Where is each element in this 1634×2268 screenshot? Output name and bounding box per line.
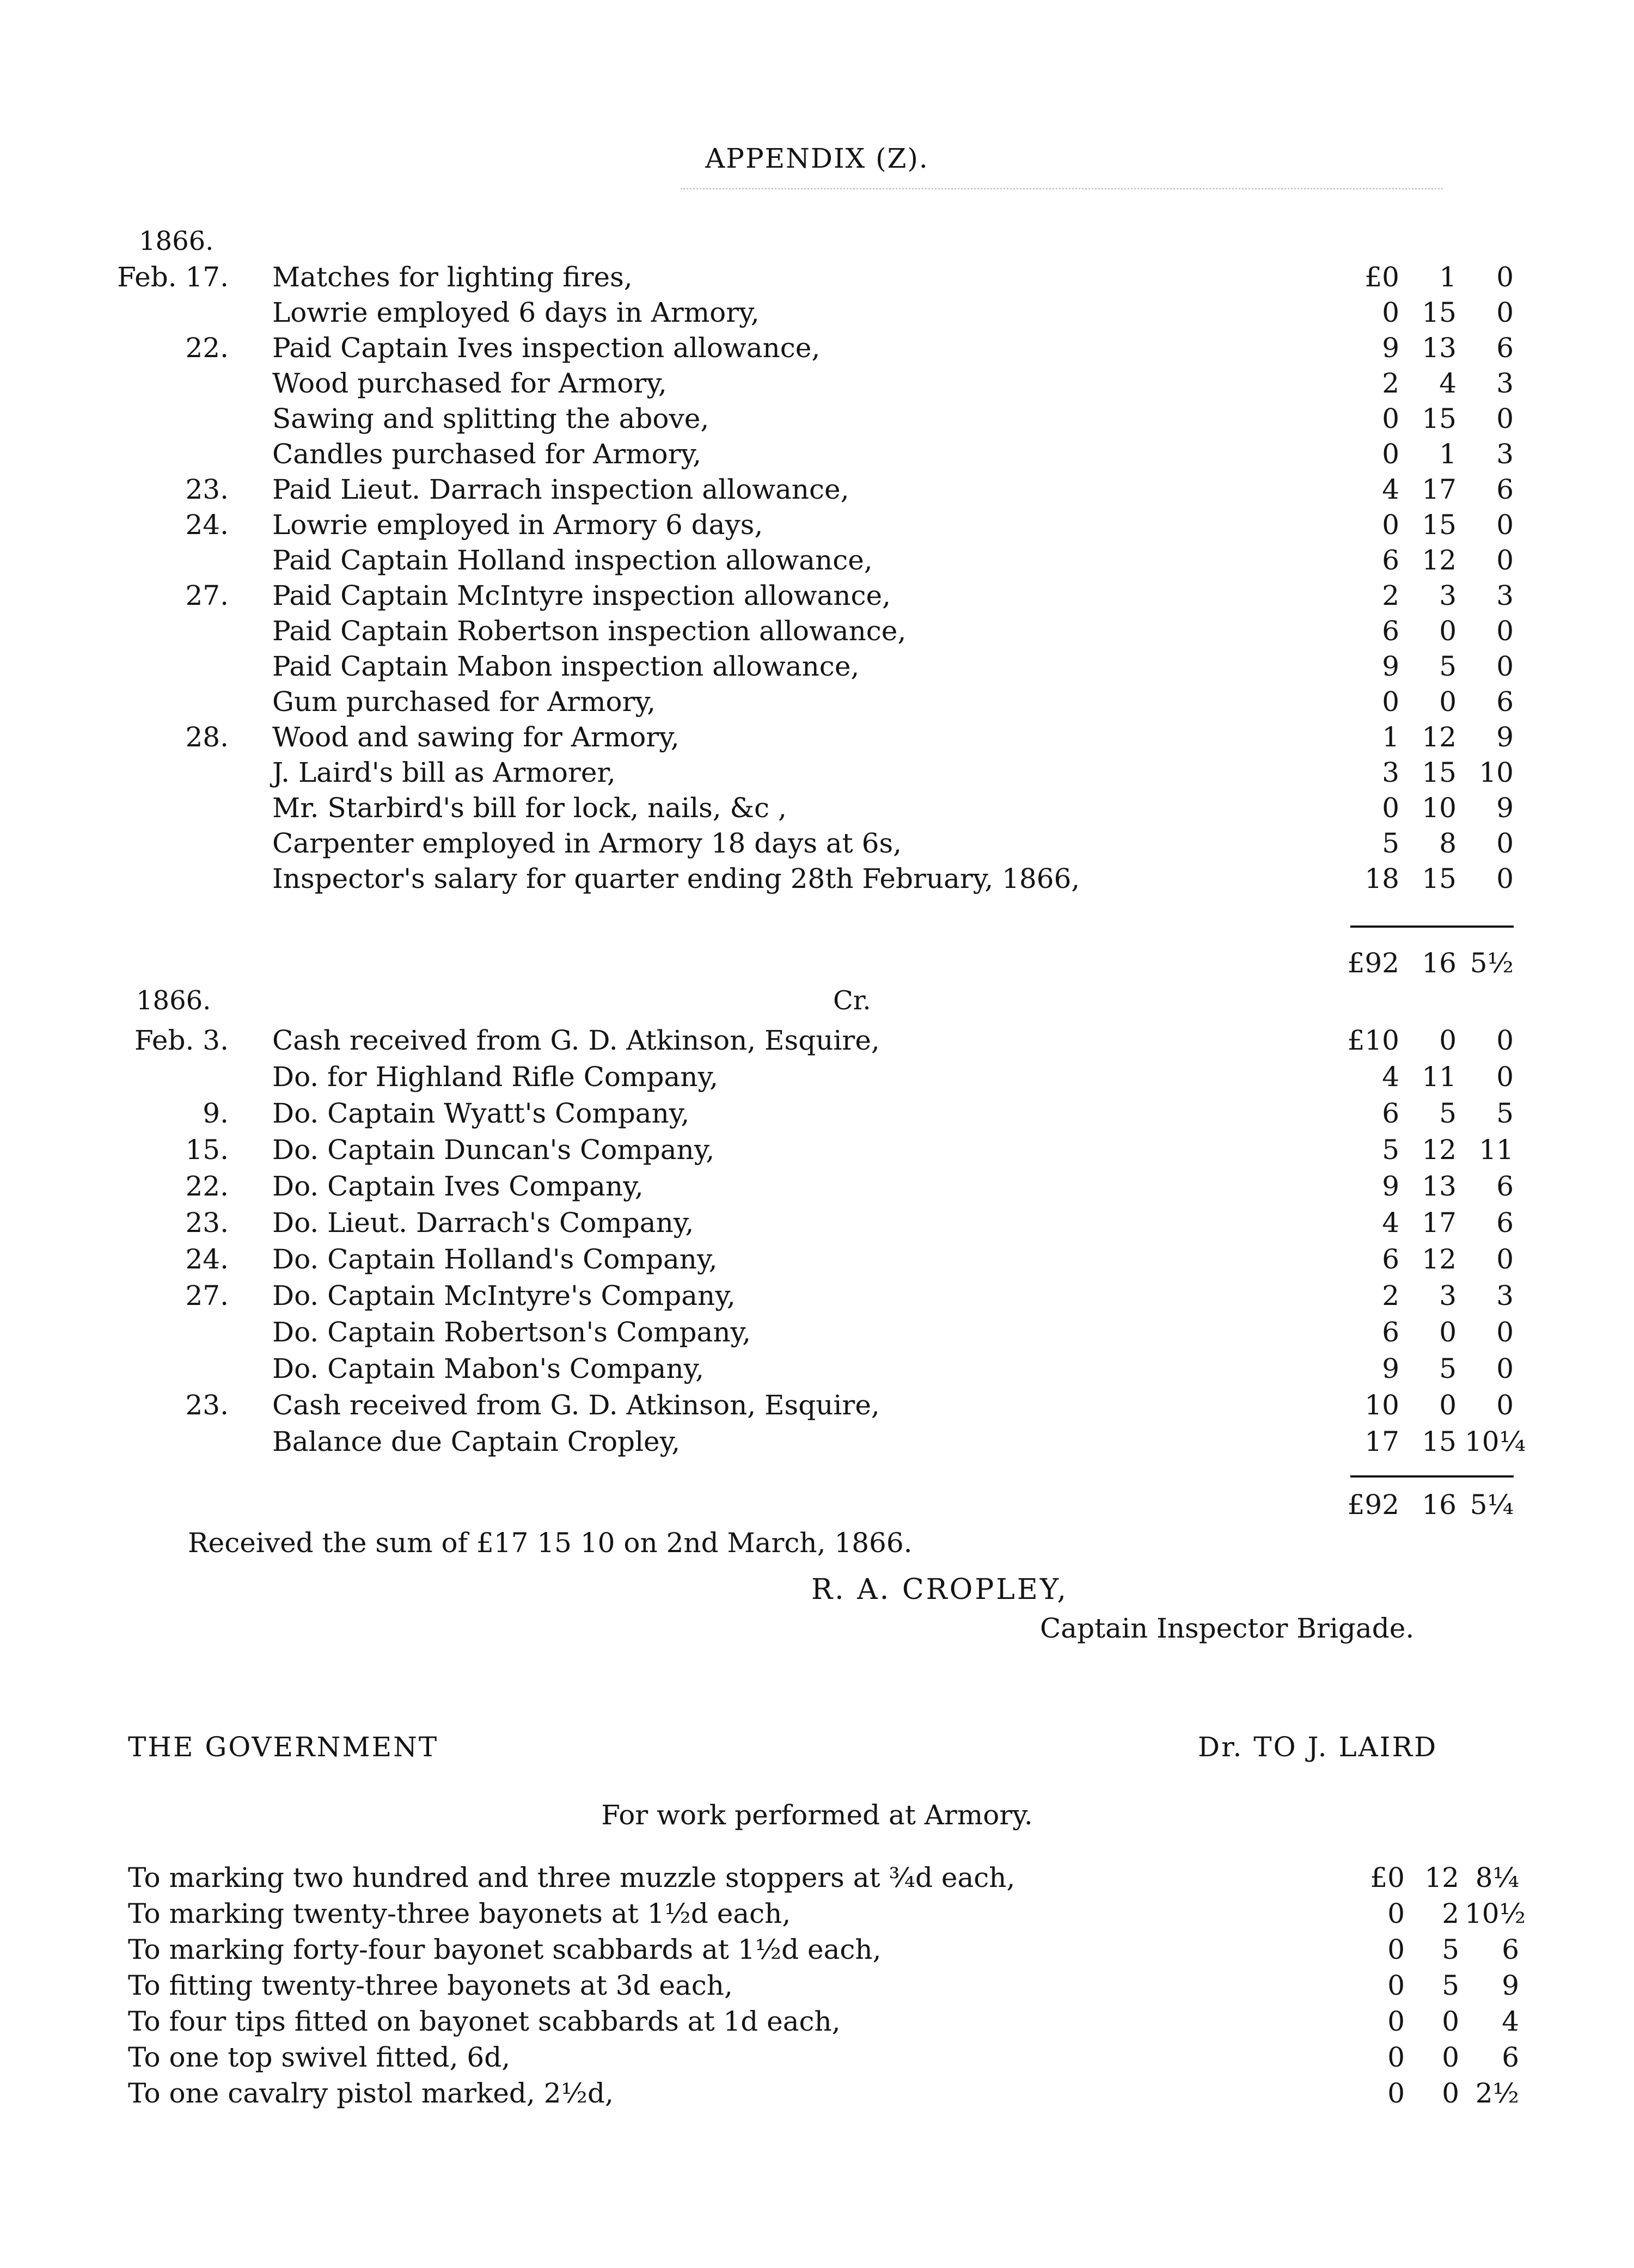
pence-amount: 0 [1496, 544, 1514, 576]
entry-description: Cash received from G. D. Atkinson, Esquire, [272, 1025, 880, 1056]
pounds-amount: 9 [1382, 332, 1399, 364]
pounds-amount: 4 [1382, 474, 1399, 505]
ledger-row [0, 579, 1634, 612]
shillings-amount: 12 [1422, 1243, 1456, 1275]
shillings-amount: 2 [1442, 1898, 1459, 1929]
pounds-amount: 1 [1382, 721, 1399, 753]
pounds-amount: £10 [1347, 1025, 1399, 1056]
pence-amount: 4 [1502, 2006, 1519, 2037]
entry-description: Gum purchased for Armory, [272, 686, 656, 718]
shillings-amount: 1 [1439, 438, 1456, 470]
shillings-amount: 15 [1422, 297, 1456, 328]
receipt-statement: Received the sum of £17 15 10 on 2nd March, 1866. [188, 1527, 913, 1559]
entry-date: Feb. 3. [134, 1025, 229, 1056]
credit-year: 1866. [136, 985, 211, 1016]
pounds-amount: 0 [1387, 1898, 1405, 1929]
pence-amount: 8¼ [1475, 1862, 1519, 1893]
pence-amount: 0 [1496, 615, 1514, 647]
entry-description: Matches for lighting fires, [272, 261, 633, 293]
account-party-right: Dr. TO J. LAIRD [1198, 1731, 1438, 1763]
ledger-row [0, 826, 1634, 860]
shillings-amount: 12 [1424, 1862, 1459, 1893]
pence-amount: 0 [1496, 1025, 1514, 1056]
pounds-amount: 0 [1382, 297, 1399, 328]
shillings-amount: 12 [1422, 721, 1456, 753]
pounds-amount: 9 [1382, 1353, 1399, 1384]
entry-description: To marking two hundred and three muzzle stoppers at ¾d each, [128, 1862, 1015, 1893]
pence-amount: 3 [1496, 367, 1514, 399]
ledger-row [0, 1352, 1634, 1386]
pence-amount: 0 [1496, 651, 1514, 682]
entry-description: Candles purchased for Armory, [272, 438, 702, 470]
shillings-amount: 0 [1442, 2042, 1459, 2073]
pounds-amount: 5 [1382, 827, 1399, 859]
entry-description: Paid Captain Holland inspection allowance, [272, 544, 873, 576]
shillings-amount: 12 [1422, 1134, 1456, 1166]
entry-description: Do. Captain Ives Company, [272, 1170, 644, 1202]
entry-description: Carpenter employed in Armory 18 days at 6s, [272, 827, 902, 859]
pounds-amount: 4 [1382, 1061, 1399, 1093]
account-party-left: THE GOVERNMENT [128, 1731, 439, 1763]
page-title: APPENDIX (Z). [705, 143, 929, 174]
pounds-amount: 2 [1382, 1280, 1399, 1311]
ledger-row [0, 1060, 1634, 1094]
ledger-row [0, 402, 1634, 436]
pounds-amount: 0 [1387, 1934, 1405, 1965]
ledger-row [0, 756, 1634, 789]
ledger-row [0, 508, 1634, 542]
pence-amount: 3 [1496, 438, 1514, 470]
pence-amount: 0 [1496, 509, 1514, 541]
pence-amount: 6 [1496, 1207, 1514, 1239]
shillings-amount: 15 [1422, 757, 1456, 788]
pounds-total: £92 [1347, 947, 1399, 979]
ledger-row [0, 1206, 1634, 1240]
entry-description: Mr. Starbird's bill for lock, nails, &c , [272, 792, 787, 824]
entry-date: 23. [185, 1389, 229, 1421]
pence-amount: 0 [1496, 1389, 1514, 1421]
pounds-amount: 9 [1382, 651, 1399, 682]
ledger-row [0, 331, 1634, 365]
pounds-amount: 6 [1382, 1098, 1399, 1129]
shillings-amount: 12 [1422, 544, 1456, 576]
pounds-total: £92 [1347, 1489, 1399, 1521]
pence-total: 5¼ [1470, 1489, 1514, 1521]
pence-amount: 10¼ [1465, 1426, 1526, 1457]
entry-date: 9. [203, 1098, 229, 1129]
entry-description: To one top swivel fitted, 6d, [128, 2042, 511, 2073]
pounds-amount: 0 [1382, 438, 1399, 470]
title-rule [681, 188, 1443, 189]
entry-description: Paid Captain Ives inspection allowance, [272, 332, 821, 364]
pence-amount: 6 [1496, 686, 1514, 718]
ledger-row [0, 1279, 1634, 1313]
pounds-amount: 0 [1382, 792, 1399, 824]
entry-description: Wood purchased for Armory, [272, 367, 667, 399]
entry-description: Paid Captain Mabon inspection allowance, [272, 651, 860, 682]
ledger-row [0, 1315, 1634, 1349]
ledger-row [0, 1425, 1634, 1458]
entry-description: Do. Captain McIntyre's Company, [272, 1280, 736, 1311]
account-subheading: For work performed at Armory. [601, 1799, 1033, 1831]
pence-amount: 0 [1496, 1061, 1514, 1093]
pence-amount: 0 [1496, 1316, 1514, 1348]
pounds-amount: 9 [1382, 1170, 1399, 1202]
credit-total-rule [1350, 1475, 1514, 1478]
shillings-amount: 0 [1439, 1389, 1456, 1421]
ledger-row [0, 260, 1634, 294]
debit-year: 1866. [139, 226, 214, 256]
pounds-amount: 0 [1387, 1970, 1405, 2001]
entry-description: Lowrie employed in Armory 6 days, [272, 509, 763, 541]
pounds-amount: 17 [1364, 1426, 1399, 1457]
ledger-row [0, 296, 1634, 329]
entry-description: To one cavalry pistol marked, 2½d, [128, 2077, 614, 2109]
entry-description: Do. Captain Wyatt's Company, [272, 1098, 690, 1129]
entry-date: 27. [185, 1280, 229, 1311]
pence-amount: 9 [1502, 1970, 1519, 2001]
shillings-amount: 5 [1439, 1098, 1456, 1129]
entry-description: To marking twenty-three bayonets at 1½d each, [128, 1898, 791, 1929]
entry-date: 22. [185, 332, 229, 364]
pounds-amount: 0 [1382, 403, 1399, 434]
entry-description: Do. Captain Holland's Company, [272, 1243, 718, 1275]
ledger-row [0, 543, 1634, 577]
pence-amount: 10 [1479, 757, 1514, 788]
shillings-amount: 13 [1422, 1170, 1456, 1202]
entry-date: 28. [185, 721, 229, 753]
pounds-amount: 6 [1382, 1316, 1399, 1348]
shillings-amount: 0 [1442, 2006, 1459, 2037]
shillings-amount: 17 [1422, 1207, 1456, 1239]
pounds-amount: 6 [1382, 1243, 1399, 1275]
ledger-row [0, 437, 1634, 471]
pounds-amount: £0 [1370, 1862, 1405, 1893]
shillings-amount: 15 [1422, 863, 1456, 894]
pence-amount: 0 [1496, 1353, 1514, 1384]
entry-description: Lowrie employed 6 days in Armory, [272, 297, 760, 328]
pence-total: 5½ [1470, 947, 1514, 979]
pounds-amount: 4 [1382, 1207, 1399, 1239]
entry-description: Paid Captain Robertson inspection allowance, [272, 615, 907, 647]
entry-description: To fitting twenty-three bayonets at 3d each, [128, 1970, 733, 2001]
signature-title: Captain Inspector Brigade. [1040, 1613, 1415, 1644]
pence-amount: 0 [1496, 261, 1514, 293]
shillings-amount: 0 [1439, 1025, 1456, 1056]
shillings-amount: 5 [1442, 1970, 1459, 2001]
pence-amount: 9 [1496, 792, 1514, 824]
ledger-row [0, 1388, 1634, 1422]
pounds-amount: 10 [1364, 1389, 1399, 1421]
pence-amount: 0 [1496, 827, 1514, 859]
pounds-amount: £0 [1364, 261, 1399, 293]
ledger-row [0, 1969, 1634, 2002]
shillings-amount: 15 [1422, 509, 1456, 541]
ledger-row [0, 1096, 1634, 1130]
ledger-row [0, 1133, 1634, 1167]
pence-amount: 0 [1496, 863, 1514, 894]
shillings-amount: 8 [1439, 827, 1456, 859]
pence-amount: 10½ [1465, 1898, 1526, 1929]
pounds-amount: 0 [1382, 686, 1399, 718]
entry-description: To marking forty-four bayonet scabbards at 1½d each, [128, 1934, 882, 1965]
pence-amount: 0 [1496, 403, 1514, 434]
ledger-row [0, 791, 1634, 825]
pounds-amount: 0 [1387, 2077, 1405, 2109]
ledger-row [0, 720, 1634, 754]
pence-amount: 0 [1496, 297, 1514, 328]
pence-amount: 6 [1496, 1170, 1514, 1202]
entry-description: Cash received from G. D. Atkinson, Esquire, [272, 1389, 880, 1421]
ledger-row [0, 473, 1634, 506]
pence-amount: 0 [1496, 1243, 1514, 1275]
ledger-row [0, 862, 1634, 896]
shillings-amount: 5 [1442, 1934, 1459, 1965]
debit-total-rule [1350, 925, 1514, 928]
ledger-row [0, 1169, 1634, 1203]
shillings-amount: 15 [1422, 1426, 1456, 1457]
pounds-amount: 3 [1382, 757, 1399, 788]
ledger-row [0, 366, 1634, 400]
pence-amount: 6 [1502, 1934, 1519, 1965]
shillings-amount: 10 [1422, 792, 1456, 824]
entry-description: Paid Lieut. Darrach inspection allowance, [272, 474, 849, 505]
entry-description: J. Laird's bill as Armorer, [272, 757, 616, 788]
pounds-amount: 5 [1382, 1134, 1399, 1166]
ledger-row [0, 649, 1634, 683]
entry-description: Sawing and splitting the above, [272, 403, 709, 434]
shillings-total: 16 [1422, 1489, 1456, 1521]
shillings-amount: 0 [1439, 686, 1456, 718]
credit-total-row [0, 1488, 1634, 1522]
pence-amount: 6 [1502, 2042, 1519, 2073]
ledger-row [0, 614, 1634, 648]
ledger-row [0, 1023, 1634, 1057]
shillings-amount: 4 [1439, 367, 1456, 399]
entry-date: 22. [185, 1170, 229, 1202]
pence-amount: 9 [1496, 721, 1514, 753]
entry-description: Do. for Highland Rifle Company, [272, 1061, 718, 1093]
pounds-amount: 6 [1382, 615, 1399, 647]
pounds-amount: 18 [1364, 863, 1399, 894]
pounds-amount: 0 [1387, 2042, 1405, 2073]
shillings-amount: 5 [1439, 651, 1456, 682]
shillings-amount: 0 [1442, 2077, 1459, 2109]
shillings-amount: 3 [1439, 1280, 1456, 1311]
entry-description: Balance due Captain Cropley, [272, 1426, 681, 1457]
signature-name: R. A. CROPLEY, [811, 1573, 1069, 1606]
pence-amount: 2½ [1475, 2077, 1519, 2109]
ledger-row [0, 2005, 1634, 2038]
ledger-row [0, 1242, 1634, 1276]
shillings-amount: 15 [1422, 403, 1456, 434]
shillings-total: 16 [1422, 947, 1456, 979]
shillings-amount: 0 [1439, 615, 1456, 647]
pounds-amount: 6 [1382, 544, 1399, 576]
debit-total-row [0, 946, 1634, 980]
entry-description: Do. Captain Mabon's Company, [272, 1353, 705, 1384]
pounds-amount: 2 [1382, 367, 1399, 399]
pence-amount: 6 [1496, 332, 1514, 364]
ledger-row [0, 1861, 1634, 1895]
shillings-amount: 17 [1422, 474, 1456, 505]
ledger-row [0, 1933, 1634, 1966]
pounds-amount: 0 [1382, 509, 1399, 541]
ledger-row [0, 2040, 1634, 2074]
entry-date: 27. [185, 580, 229, 611]
entry-date: Feb. 17. [117, 261, 229, 293]
entry-date: 24. [185, 509, 229, 541]
pence-amount: 6 [1496, 474, 1514, 505]
pence-amount: 3 [1496, 1280, 1514, 1311]
entry-description: Paid Captain McIntyre inspection allowance, [272, 580, 891, 611]
pence-amount: 5 [1496, 1098, 1514, 1129]
pence-amount: 11 [1479, 1134, 1514, 1166]
shillings-amount: 1 [1439, 261, 1456, 293]
pounds-amount: 0 [1387, 2006, 1405, 2037]
entry-date: 23. [185, 1207, 229, 1239]
entry-date: 23. [185, 474, 229, 505]
ledger-row [0, 1897, 1634, 1930]
entry-description: Wood and sawing for Armory, [272, 721, 680, 753]
pounds-amount: 2 [1382, 580, 1399, 611]
shillings-amount: 11 [1422, 1061, 1456, 1093]
pence-amount: 3 [1496, 580, 1514, 611]
entry-description: To four tips fitted on bayonet scabbards at 1d each, [128, 2006, 841, 2037]
entry-date: 24. [185, 1243, 229, 1275]
ledger-row [0, 685, 1634, 719]
credit-label: Cr. [833, 985, 871, 1016]
entry-description: Do. Lieut. Darrach's Company, [272, 1207, 694, 1239]
shillings-amount: 0 [1439, 1316, 1456, 1348]
entry-date: 15. [185, 1134, 229, 1166]
shillings-amount: 13 [1422, 332, 1456, 364]
shillings-amount: 5 [1439, 1353, 1456, 1384]
shillings-amount: 3 [1439, 580, 1456, 611]
entry-description: Inspector's salary for quarter ending 28th February, 1866, [272, 863, 1080, 894]
entry-description: Do. Captain Duncan's Company, [272, 1134, 715, 1166]
entry-description: Do. Captain Robertson's Company, [272, 1316, 751, 1348]
ledger-row [0, 2076, 1634, 2110]
